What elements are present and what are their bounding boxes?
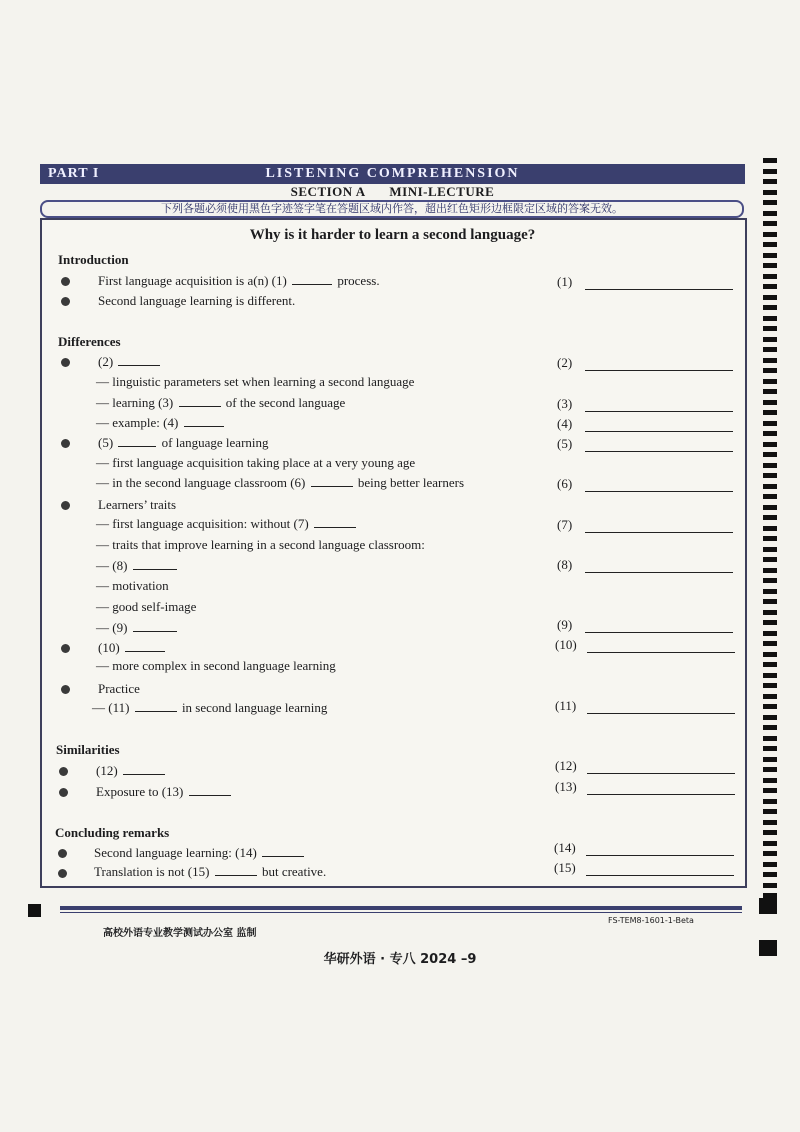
timing-mark xyxy=(763,389,777,394)
section-label: SECTION A xyxy=(290,184,366,199)
timing-mark xyxy=(763,872,777,877)
answer-number: (14) xyxy=(554,840,576,855)
timing-mark xyxy=(763,295,777,300)
answer-notice: 下列各题必须使用黑色字迹签字笔在答题区域内作答，超出红色矩形边框限定区域的答案无效。 xyxy=(40,200,744,218)
inline-blank xyxy=(262,846,304,857)
timing-mark xyxy=(763,683,777,688)
outline-line-22 xyxy=(96,784,233,800)
timing-mark xyxy=(763,326,777,331)
header-bar xyxy=(40,164,745,184)
timing-mark xyxy=(763,263,777,268)
answer-number: (9) xyxy=(557,617,573,632)
outline-line-15: — good self-image xyxy=(96,599,197,614)
footer-page-label: 华研外语 · 专八 2024 –9 xyxy=(323,952,477,967)
answer-line[interactable] xyxy=(585,399,733,412)
line-text: Exposure to (13) xyxy=(96,784,184,799)
timing-mark xyxy=(763,652,777,657)
timing-mark xyxy=(763,725,777,730)
outline-line-12: — traits that improve learning in a second language classroom: xyxy=(96,537,425,552)
inline-blank xyxy=(118,355,160,366)
answer-number: (11) xyxy=(555,698,577,713)
inline-blank xyxy=(133,559,177,570)
question-title: Why is it harder to learn a second language? xyxy=(249,227,536,243)
outline-line-20 xyxy=(92,700,327,716)
timing-mark-large xyxy=(759,898,777,914)
bullet-icon xyxy=(61,685,70,694)
answer-field-4[interactable] xyxy=(557,416,733,432)
timing-mark xyxy=(763,862,777,867)
timing-mark xyxy=(763,757,777,762)
answer-number: (7) xyxy=(557,517,573,532)
line-text: Second language learning: (14) xyxy=(94,845,257,860)
timing-mark xyxy=(763,547,777,552)
part-label: PART I xyxy=(48,166,100,181)
footer-rule xyxy=(60,906,742,910)
answer-field-3[interactable] xyxy=(557,396,733,412)
heading-concluding: Concluding remarks xyxy=(55,825,170,840)
line-text: First language acquisition is a(n) (1) xyxy=(98,273,287,288)
answer-field-13[interactable] xyxy=(555,779,735,795)
outline-line-1 xyxy=(98,273,380,289)
timing-mark xyxy=(763,190,777,195)
answer-number: (4) xyxy=(557,416,573,431)
timing-mark xyxy=(763,568,777,573)
timing-mark xyxy=(763,494,777,499)
outline-line-3 xyxy=(98,354,162,370)
timing-mark xyxy=(763,841,777,846)
line-text: in second language learning xyxy=(181,700,328,715)
line-text: — (11) xyxy=(92,700,130,715)
timing-mark xyxy=(763,410,777,415)
timing-mark xyxy=(763,421,777,426)
answer-field-12[interactable] xyxy=(555,758,735,774)
line-text: process. xyxy=(337,273,380,288)
timing-mark xyxy=(763,484,777,489)
timing-mark xyxy=(763,526,777,531)
answer-number: (15) xyxy=(554,860,576,875)
bullet-icon xyxy=(61,439,70,448)
line-text: — example: (4) xyxy=(96,415,179,430)
answer-field-8[interactable] xyxy=(557,557,733,573)
timing-mark xyxy=(763,221,777,226)
timing-mark xyxy=(763,620,777,625)
timing-mark xyxy=(763,253,777,258)
inline-blank xyxy=(189,785,231,796)
timing-mark xyxy=(763,673,777,678)
answer-number: (12) xyxy=(555,758,577,773)
bullet-icon xyxy=(61,297,70,306)
bullet-icon xyxy=(61,277,70,286)
footer-form-code: FS-TEM8-1601-1-Beta xyxy=(608,916,694,925)
answer-line[interactable] xyxy=(587,761,735,774)
answer-line[interactable] xyxy=(585,419,733,432)
outline-line-9 xyxy=(96,475,464,491)
answer-field-7[interactable] xyxy=(557,517,733,533)
timing-mark xyxy=(763,431,777,436)
answer-field-2[interactable] xyxy=(557,355,733,371)
timing-mark xyxy=(763,641,777,646)
line-text: — (9) xyxy=(96,620,128,635)
bullet-icon xyxy=(61,644,70,653)
timing-mark xyxy=(763,715,777,720)
timing-mark xyxy=(763,788,777,793)
answer-line[interactable] xyxy=(585,620,733,633)
line-text: (2) xyxy=(98,354,114,369)
answer-field-10[interactable] xyxy=(555,637,735,653)
line-text: being better learners xyxy=(357,475,465,490)
outline-line-10: Learners’ traits xyxy=(98,497,177,512)
line-text: (5) xyxy=(98,435,114,450)
answer-number: (3) xyxy=(557,396,573,411)
inline-blank xyxy=(135,701,177,712)
timing-mark xyxy=(763,347,777,352)
header-title: LISTENING COMPREHENSION xyxy=(265,166,520,181)
inline-blank xyxy=(118,436,156,447)
timing-mark xyxy=(763,515,777,520)
inline-blank xyxy=(133,621,177,632)
section-name: MINI-LECTURE xyxy=(389,184,495,199)
answer-field-1[interactable] xyxy=(557,274,733,290)
timing-mark xyxy=(763,736,777,741)
timing-mark xyxy=(763,505,777,510)
bullet-icon xyxy=(58,849,67,858)
line-text: — (8) xyxy=(96,558,128,573)
timing-mark xyxy=(763,316,777,321)
timing-mark xyxy=(763,809,777,814)
outline-line-7 xyxy=(98,435,269,451)
answer-field-5[interactable] xyxy=(557,436,733,452)
timing-mark xyxy=(763,883,777,888)
bullet-icon xyxy=(59,788,68,797)
timing-mark xyxy=(763,799,777,804)
timing-mark xyxy=(763,704,777,709)
outline-line-5 xyxy=(96,395,345,411)
timing-mark xyxy=(763,473,777,478)
outline-line-18: — more complex in second language learning xyxy=(96,658,336,673)
outline-line-13 xyxy=(96,558,179,574)
inline-blank xyxy=(215,865,257,876)
bullet-icon xyxy=(61,501,70,510)
answer-line[interactable] xyxy=(585,520,733,533)
answer-number: (13) xyxy=(555,779,577,794)
timing-mark xyxy=(763,830,777,835)
heading-similarities: Similarities xyxy=(56,742,120,757)
timing-mark xyxy=(763,536,777,541)
line-text: — in the second language classroom (6) xyxy=(96,475,306,490)
answer-line[interactable] xyxy=(585,560,733,573)
inline-blank xyxy=(179,396,221,407)
answer-field-9[interactable] xyxy=(557,617,733,633)
inline-blank xyxy=(184,416,224,427)
timing-mark xyxy=(763,557,777,562)
outline-line-6 xyxy=(96,415,226,431)
timing-mark xyxy=(763,463,777,468)
timing-mark xyxy=(763,400,777,405)
bullet-icon xyxy=(58,869,67,878)
line-text: (12) xyxy=(96,763,118,778)
timing-mark xyxy=(763,200,777,205)
heading-differences: Differences xyxy=(58,334,121,349)
timing-mark xyxy=(763,452,777,457)
timing-mark xyxy=(763,820,777,825)
answer-number: (10) xyxy=(555,637,577,652)
timing-mark xyxy=(763,589,777,594)
inline-blank xyxy=(125,641,165,652)
timing-mark xyxy=(763,242,777,247)
outline-line-17 xyxy=(98,640,167,656)
outline-line-11 xyxy=(96,516,358,532)
registration-mark xyxy=(28,904,41,917)
timing-mark xyxy=(763,851,777,856)
inline-blank xyxy=(311,476,353,487)
outline-line-24 xyxy=(94,864,326,880)
line-text: of language learning xyxy=(161,435,269,450)
outline-line-8: — first language acquisition taking place at a very young age xyxy=(96,455,416,470)
answer-line[interactable] xyxy=(587,782,735,795)
timing-mark xyxy=(763,211,777,216)
timing-mark xyxy=(763,694,777,699)
heading-introduction: Introduction xyxy=(58,252,129,267)
timing-mark xyxy=(763,662,777,667)
answer-line[interactable] xyxy=(586,843,734,856)
bullet-icon xyxy=(61,358,70,367)
timing-mark xyxy=(763,442,777,447)
section-heading xyxy=(40,184,745,200)
footer-publisher: 高校外语专业教学测试办公室 监制 xyxy=(103,928,257,939)
answer-line[interactable] xyxy=(587,640,735,653)
answer-number: (2) xyxy=(557,355,573,370)
outline-line-21 xyxy=(96,763,167,779)
answer-line[interactable] xyxy=(585,479,733,492)
answer-line[interactable] xyxy=(587,701,735,714)
bullet-icon xyxy=(59,767,68,776)
timing-mark xyxy=(763,578,777,583)
line-text: Translation is not (15) xyxy=(94,864,210,879)
inline-blank xyxy=(292,274,332,285)
line-text: — learning (3) xyxy=(96,395,174,410)
answer-number: (6) xyxy=(557,476,573,491)
timing-mark xyxy=(763,379,777,384)
answer-field-15[interactable] xyxy=(554,860,734,876)
outline-line-4: — linguistic parameters set when learning a second language xyxy=(96,374,415,389)
timing-mark xyxy=(763,179,777,184)
timing-mark xyxy=(763,610,777,615)
answer-field-14[interactable] xyxy=(554,840,734,856)
footer-rule xyxy=(60,912,742,913)
outline-line-2: Second language learning is different. xyxy=(98,293,296,308)
timing-mark xyxy=(763,169,777,174)
timing-mark xyxy=(763,631,777,636)
answer-line[interactable] xyxy=(585,358,733,371)
timing-mark xyxy=(763,746,777,751)
timing-mark xyxy=(763,767,777,772)
inline-blank xyxy=(123,764,165,775)
timing-mark xyxy=(763,778,777,783)
answer-field-11[interactable] xyxy=(555,698,735,714)
line-text: of the second language xyxy=(225,395,346,410)
answer-line[interactable] xyxy=(585,439,733,452)
timing-mark xyxy=(763,368,777,373)
line-text: (10) xyxy=(98,640,120,655)
outline-line-16 xyxy=(96,620,179,636)
timing-mark xyxy=(763,337,777,342)
outline-line-23 xyxy=(94,845,306,861)
timing-mark xyxy=(763,232,777,237)
timing-mark xyxy=(763,358,777,363)
answer-number: (1) xyxy=(557,274,573,289)
timing-mark xyxy=(763,305,777,310)
answer-line[interactable] xyxy=(585,277,733,290)
answer-number: (8) xyxy=(557,557,573,572)
line-text: but creative. xyxy=(261,864,327,879)
timing-mark xyxy=(763,158,777,163)
answer-line[interactable] xyxy=(586,863,734,876)
answer-field-6[interactable] xyxy=(557,476,733,492)
timing-mark xyxy=(763,599,777,604)
inline-blank xyxy=(314,517,356,528)
outline-line-19: Practice xyxy=(98,681,140,696)
answer-number: (5) xyxy=(557,436,573,451)
line-text: — first language acquisition: without (7) xyxy=(96,516,309,531)
timing-mark xyxy=(763,274,777,279)
timing-mark xyxy=(763,284,777,289)
outline-line-14: — motivation xyxy=(96,578,169,593)
